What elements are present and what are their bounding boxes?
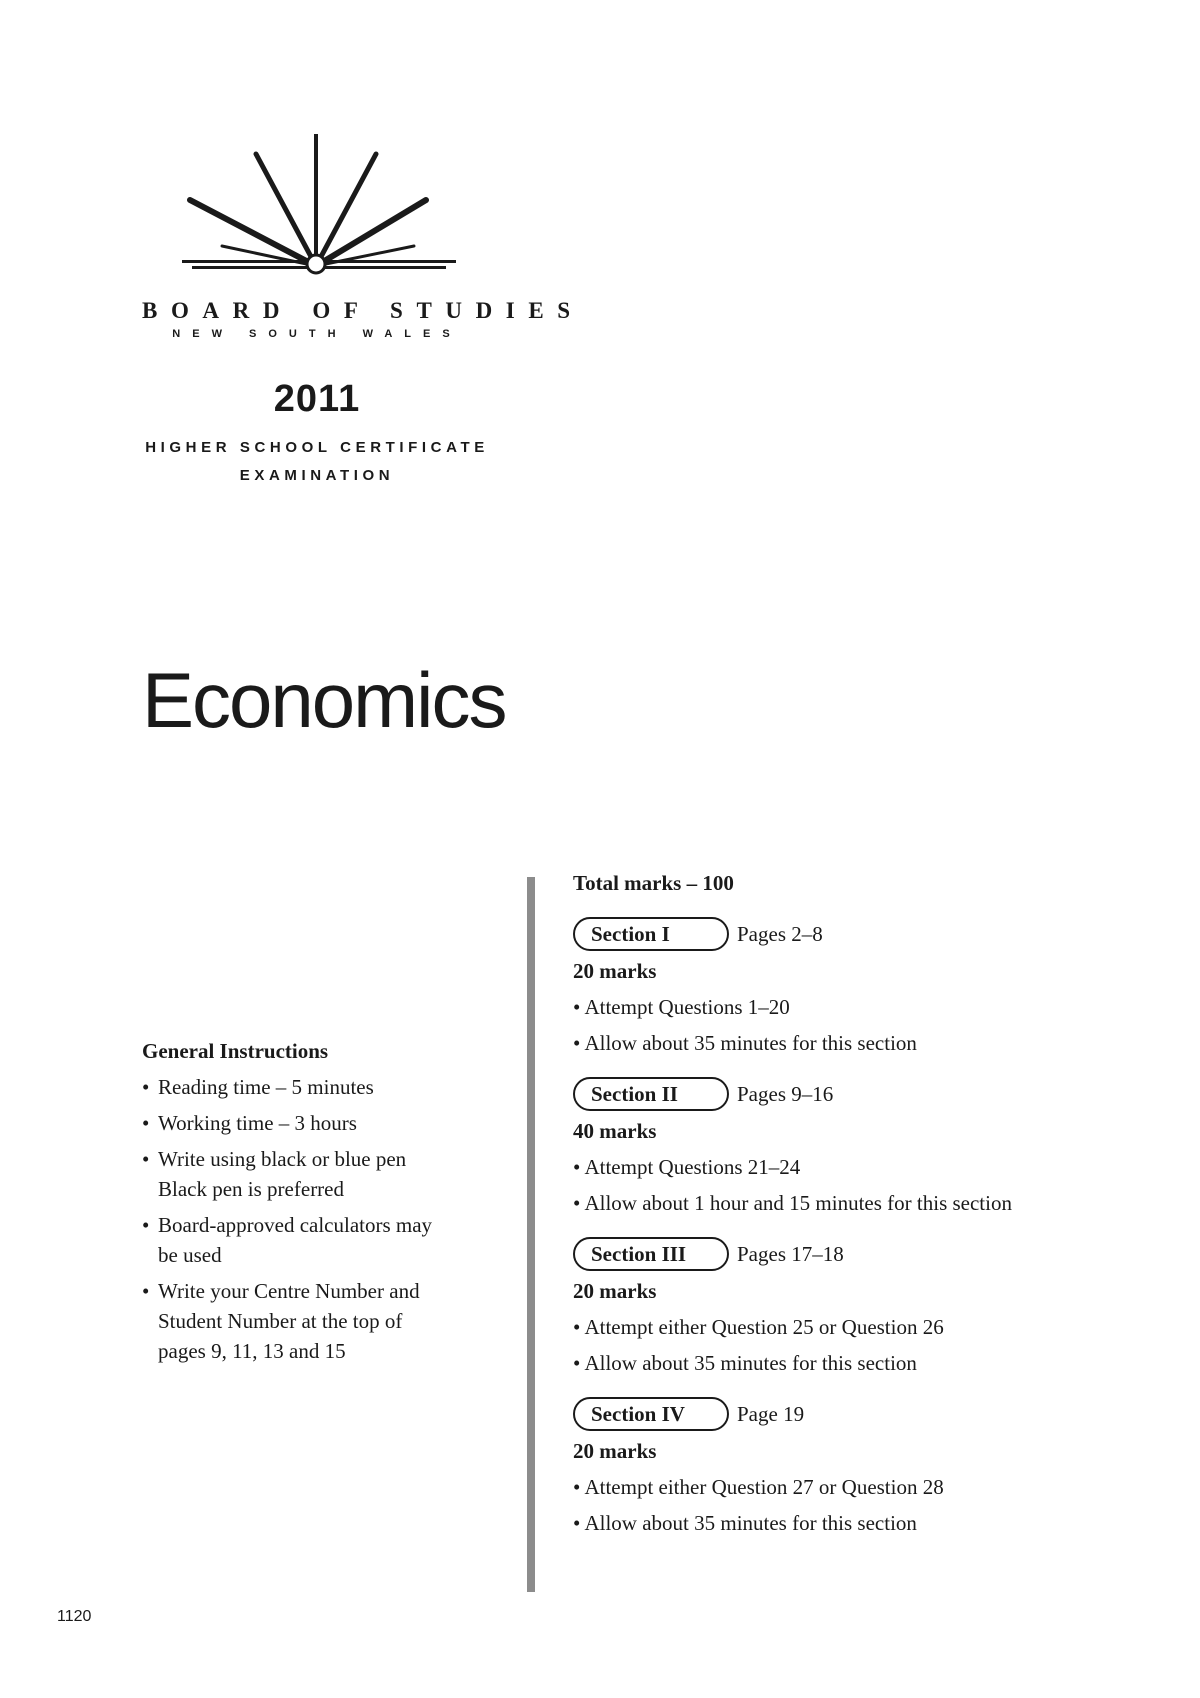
section-label-pill: Section I [573,917,729,951]
bullet: • [573,1351,581,1375]
bullet: • [573,1155,581,1179]
instruction-text: be used [158,1243,222,1267]
section-instruction-text: Allow about 1 hour and 15 minutes for this section [584,1191,1012,1215]
instruction-item [142,1210,482,1270]
section-instruction-text: Allow about 35 minutes for this section [584,1511,917,1535]
section-header [573,916,1133,952]
general-instructions-heading: General Instructions [142,1039,329,1063]
section-pages: Pages 2–8 [737,922,823,946]
general-instructions [142,1036,482,1372]
section-marks: 20 marks [573,959,657,983]
section-instruction-item [573,1152,1133,1182]
section-instruction-item [573,1472,1133,1502]
section-pages: Pages 17–18 [737,1242,844,1266]
exam-name-line1: HIGHER SCHOOL CERTIFICATE [145,439,489,456]
board-subtitle: NEW SOUTH WALES [172,328,462,340]
exam-name-line2: EXAMINATION [239,467,395,484]
board-of-studies-logo [182,134,456,284]
board-title: BOARD OF STUDIES [142,298,584,323]
paper-code: 1120 [57,1608,92,1625]
instruction-text: Board-approved calculators may [158,1213,433,1237]
general-instructions-list [142,1072,482,1366]
section-marks: 20 marks [573,1279,657,1303]
section-block [573,916,1133,1058]
section-instructions [573,1312,1133,1378]
section-instruction-item [573,1028,1133,1058]
section-instruction-item [573,1312,1133,1342]
section-label-pill: Section IV [573,1397,729,1431]
bullet: • [573,1315,581,1339]
section-instructions [573,1472,1133,1538]
section-block [573,1076,1133,1218]
bullet: • [573,1191,581,1215]
section-pages: Pages 9–16 [737,1082,834,1106]
bullet: • [573,1511,581,1535]
section-instruction-item [573,992,1133,1022]
exam-year: 2011 [273,378,361,420]
instruction-item [142,1072,482,1102]
instruction-text: pages 9, 11, 13 and 15 [158,1339,346,1363]
section-instruction-text: Attempt Questions 1–20 [584,995,790,1019]
total-marks: Total marks – 100 [573,871,734,895]
sections-summary [573,868,1133,1538]
section-header [573,1396,1133,1432]
instruction-text: Reading time – 5 minutes [158,1075,374,1099]
bullet: • [573,1031,581,1055]
section-marks: 40 marks [573,1119,657,1143]
bullet: • [142,1279,150,1303]
section-instruction-text: Attempt Questions 21–24 [584,1155,801,1179]
bullet: • [142,1111,150,1135]
section-instructions [573,992,1133,1058]
section-instruction-text: Attempt either Question 25 or Question 26 [584,1315,944,1339]
instruction-item [142,1276,482,1366]
bullet: • [573,1475,581,1499]
bullet: • [142,1075,150,1099]
section-label-pill: Section II [573,1077,729,1111]
instruction-text: Student Number at the top of [158,1309,403,1333]
section-instruction-item [573,1188,1133,1218]
section-label-pill: Section III [573,1237,729,1271]
section-instruction-item [573,1508,1133,1538]
section-block [573,1236,1133,1378]
section-marks: 20 marks [573,1439,657,1463]
instruction-item [142,1108,482,1138]
section-header [573,1076,1133,1112]
instruction-text: Working time – 3 hours [158,1111,357,1135]
bullet: • [142,1147,150,1171]
section-header [573,1236,1133,1272]
section-instruction-text: Allow about 35 minutes for this section [584,1351,917,1375]
section-pages: Page 19 [737,1402,805,1426]
bullet: • [142,1213,150,1237]
subject-title: Economics [142,656,506,744]
section-block [573,1396,1133,1538]
bullet: • [573,995,581,1019]
section-instruction-item [573,1348,1133,1378]
section-instruction-text: Allow about 35 minutes for this section [584,1031,917,1055]
exam-name [142,434,492,490]
section-instruction-text: Attempt either Question 27 or Question 28 [584,1475,944,1499]
column-divider [527,877,535,1592]
instruction-text: Black pen is preferred [158,1177,344,1201]
section-instructions [573,1152,1133,1218]
instruction-text: Write your Centre Number and [158,1279,420,1303]
instruction-text: Write using black or blue pen [158,1147,407,1171]
instruction-item [142,1144,482,1204]
